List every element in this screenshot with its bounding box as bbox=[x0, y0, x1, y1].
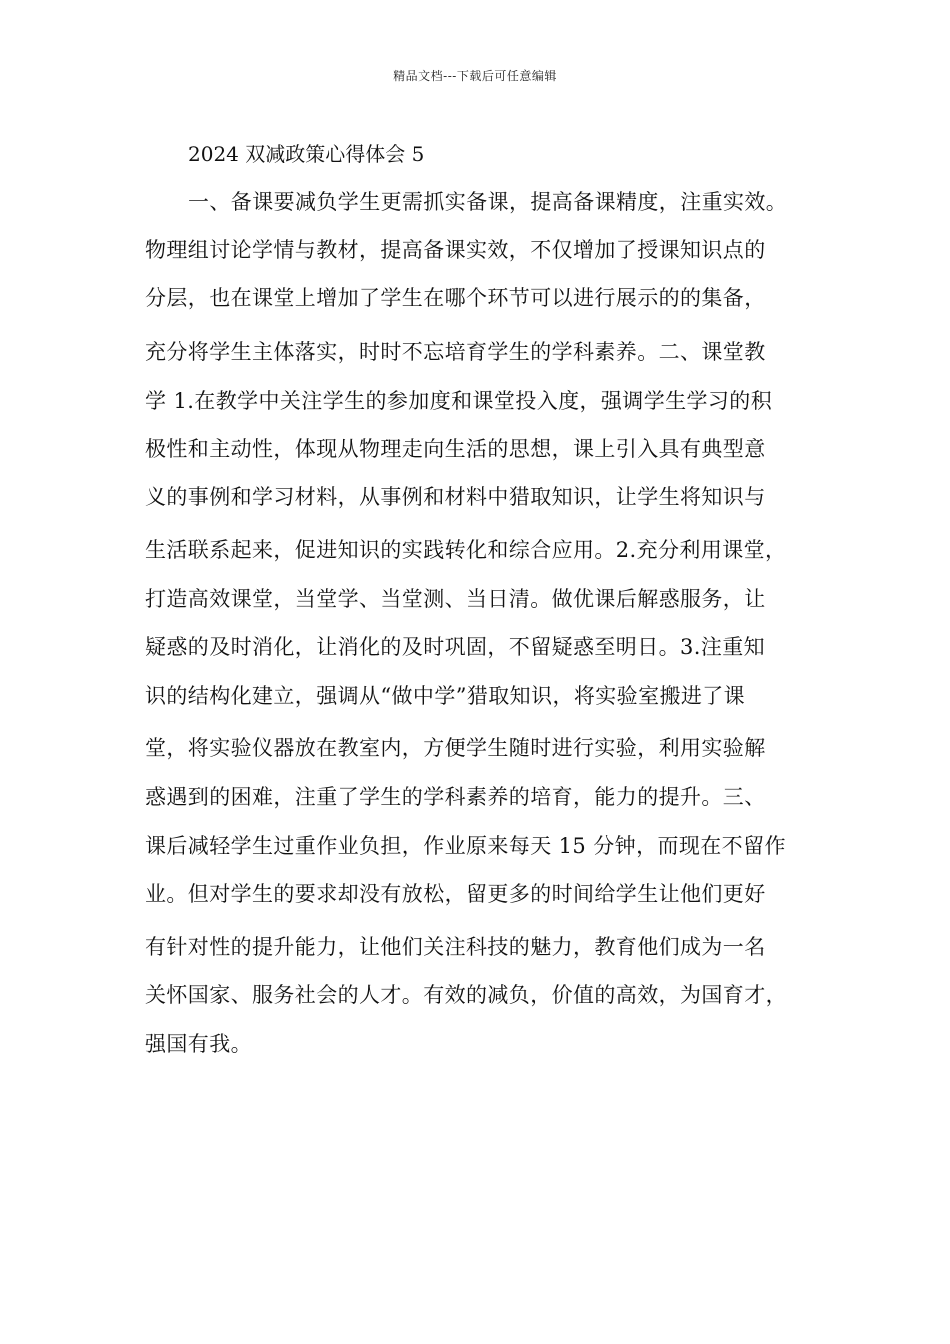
body-line: 生活联系起来，促进知识的实践转化和综合应用。2.充分利用课堂， bbox=[145, 538, 787, 562]
body-line: 打造高效课堂，当堂学、当堂测、当日清。做优课后解惑服务，让 bbox=[145, 587, 766, 611]
body-line: 极性和主动性，体现从物理走向生活的思想，课上引入具有典型意 bbox=[145, 437, 766, 461]
body-line: 学 1.在教学中关注学生的参加度和课堂投入度，强调学生学习的积 bbox=[145, 389, 773, 413]
body-line: 分层，也在课堂上增加了学生在哪个环节可以进行展示的的集备， bbox=[145, 286, 766, 310]
body-line: 物理组讨论学情与教材，提高备课实效，不仅增加了授课知识点的 bbox=[145, 238, 766, 262]
body-line: 一、备课要减负学生更需抓实备课，提高备课精度，注重实效。 bbox=[188, 190, 788, 214]
body-line: 充分将学生主体落实，时时不忘培育学生的学科素养。二、课堂教 bbox=[145, 340, 766, 364]
body-line: 识的结构化建立，强调从“做中学”猎取知识，将实验室搬进了课 bbox=[145, 684, 746, 708]
body-line: 惑遇到的困难，注重了学生的学科素养的培育，能力的提升。三、 bbox=[145, 785, 766, 809]
body-line: 义的事例和学习材料，从事例和材料中猎取知识，让学生将知识与 bbox=[145, 485, 766, 509]
body-line: 课后减轻学生过重作业负担，作业原来每天 15 分钟，而现在不留作 bbox=[145, 834, 786, 858]
document-title: 2024 双减政策心得体会 5 bbox=[188, 142, 425, 166]
body-line: 有针对性的提升能力，让他们关注科技的魅力，教育他们成为一名 bbox=[145, 935, 766, 959]
body-line: 疑惑的及时消化，让消化的及时巩固，不留疑惑至明日。3.注重知 bbox=[145, 635, 766, 659]
body-line: 关怀国家、服务社会的人才。有效的减负，价值的高效，为国育才， bbox=[145, 983, 787, 1007]
body-line: 强国有我。 bbox=[145, 1032, 252, 1056]
page-header: 精品文档---下载后可任意编辑 bbox=[393, 69, 557, 83]
body-line: 业。但对学生的要求却没有放松，留更多的时间给学生让他们更好 bbox=[145, 882, 766, 906]
body-line: 堂，将实验仪器放在教室内，方便学生随时进行实验，利用实验解 bbox=[145, 736, 766, 760]
